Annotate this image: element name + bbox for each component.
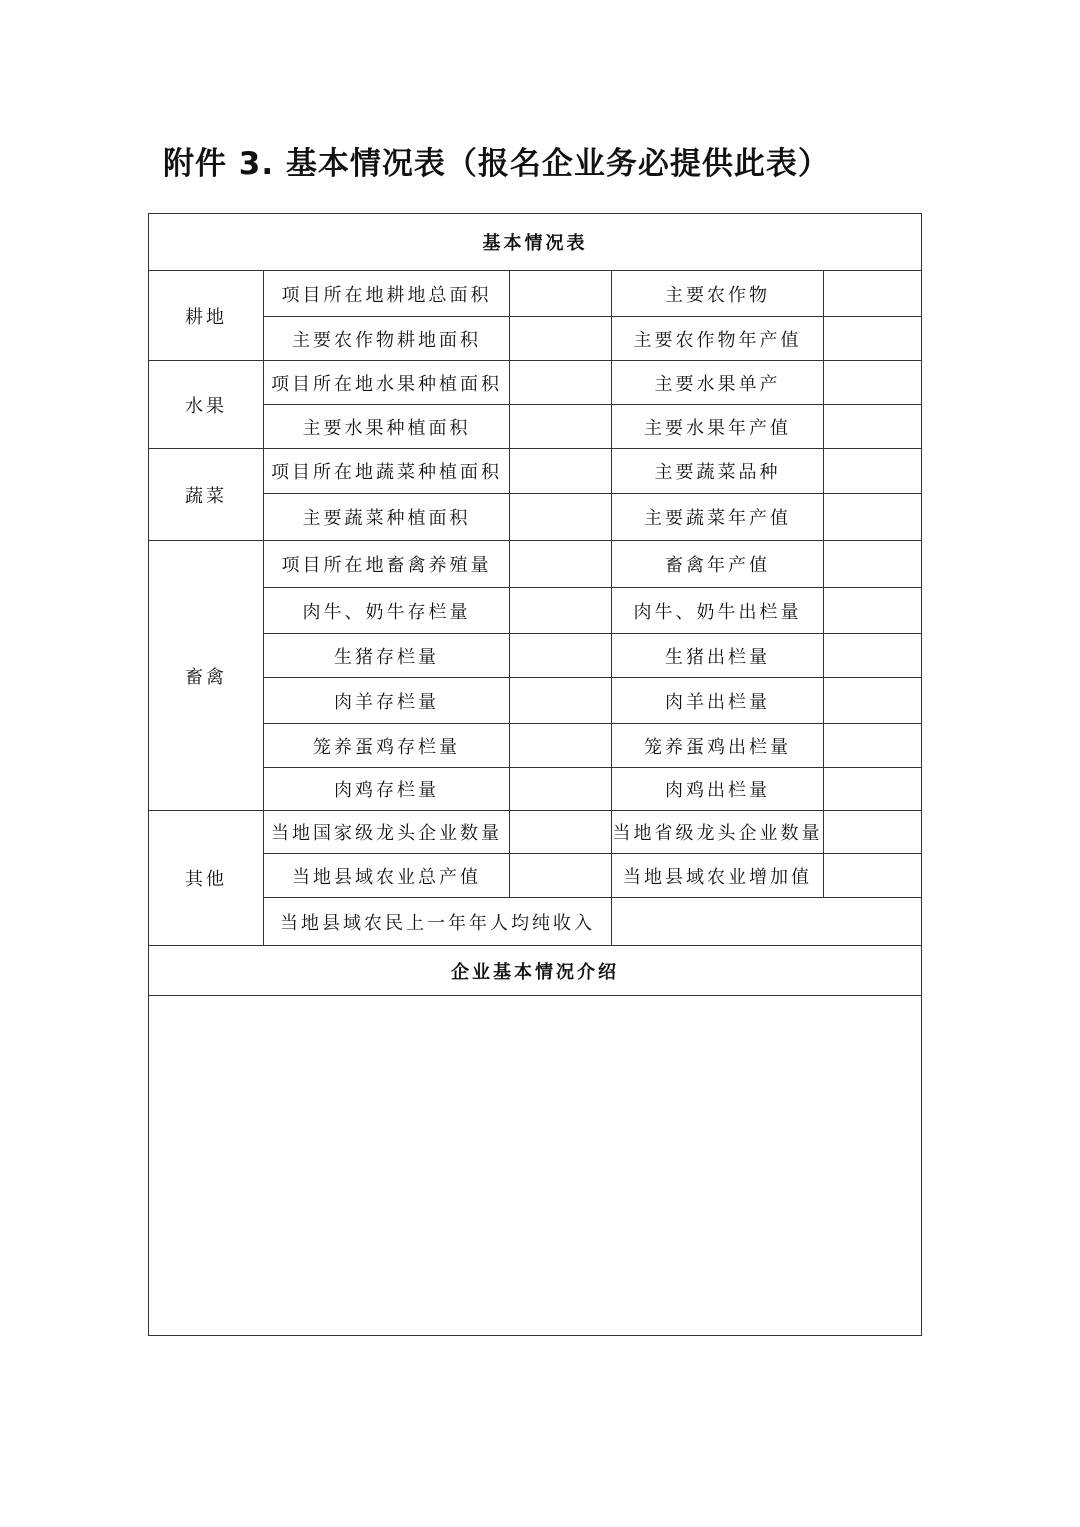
field-label: 主要水果种植面积 xyxy=(264,405,510,449)
field-value[interactable] xyxy=(612,898,922,946)
field-value[interactable] xyxy=(510,854,612,898)
field-value[interactable] xyxy=(824,405,922,449)
field-label: 笼养蛋鸡存栏量 xyxy=(264,724,510,768)
field-value[interactable] xyxy=(510,405,612,449)
field-label: 主要水果单产 xyxy=(612,361,824,405)
field-label: 主要蔬菜种植面积 xyxy=(264,494,510,541)
field-value[interactable] xyxy=(824,361,922,405)
field-label: 肉鸡出栏量 xyxy=(612,768,824,811)
field-label: 主要农作物耕地面积 xyxy=(264,317,510,361)
category-vegetable: 蔬菜 xyxy=(149,449,264,541)
field-value[interactable] xyxy=(824,634,922,678)
category-fruit: 水果 xyxy=(149,361,264,449)
field-value[interactable] xyxy=(824,271,922,317)
field-value[interactable] xyxy=(824,854,922,898)
field-value[interactable] xyxy=(510,588,612,634)
category-other: 其他 xyxy=(149,811,264,946)
field-value[interactable] xyxy=(824,588,922,634)
field-label: 当地县域农民上一年年人均纯收入 xyxy=(264,898,612,946)
field-value[interactable] xyxy=(824,724,922,768)
field-value[interactable] xyxy=(510,541,612,588)
field-label: 当地国家级龙头企业数量 xyxy=(264,811,510,854)
field-value[interactable] xyxy=(824,811,922,854)
field-label: 生猪存栏量 xyxy=(264,634,510,678)
field-label: 项目所在地蔬菜种植面积 xyxy=(264,449,510,494)
field-value[interactable] xyxy=(824,678,922,724)
field-label: 当地省级龙头企业数量 xyxy=(612,811,824,854)
field-value[interactable] xyxy=(824,449,922,494)
basic-info-table xyxy=(148,213,922,1336)
field-value[interactable] xyxy=(824,541,922,588)
field-label: 主要水果年产值 xyxy=(612,405,824,449)
field-label: 笼养蛋鸡出栏量 xyxy=(612,724,824,768)
field-value[interactable] xyxy=(510,361,612,405)
field-label: 项目所在地水果种植面积 xyxy=(264,361,510,405)
field-label: 主要蔬菜年产值 xyxy=(612,494,824,541)
field-value[interactable] xyxy=(510,724,612,768)
field-value[interactable] xyxy=(510,494,612,541)
field-label: 肉牛、奶牛出栏量 xyxy=(612,588,824,634)
field-value[interactable] xyxy=(824,768,922,811)
field-value[interactable] xyxy=(510,768,612,811)
field-label: 肉羊存栏量 xyxy=(264,678,510,724)
field-label: 主要农作物 xyxy=(612,271,824,317)
field-value[interactable] xyxy=(510,811,612,854)
category-livestock: 畜禽 xyxy=(149,541,264,811)
field-value[interactable] xyxy=(510,449,612,494)
field-value[interactable] xyxy=(510,678,612,724)
category-farmland: 耕地 xyxy=(149,271,264,361)
table-header: 基本情况表 xyxy=(149,214,922,271)
field-label: 项目所在地耕地总面积 xyxy=(264,271,510,317)
field-value[interactable] xyxy=(824,317,922,361)
field-label: 当地县域农业总产值 xyxy=(264,854,510,898)
field-value[interactable] xyxy=(824,494,922,541)
field-value[interactable] xyxy=(510,317,612,361)
field-value[interactable] xyxy=(510,271,612,317)
field-label: 主要蔬菜品种 xyxy=(612,449,824,494)
field-value[interactable] xyxy=(510,634,612,678)
intro-header: 企业基本情况介绍 xyxy=(149,946,922,996)
intro-text-area[interactable] xyxy=(149,996,922,1336)
field-label: 主要农作物年产值 xyxy=(612,317,824,361)
field-label: 当地县域农业增加值 xyxy=(612,854,824,898)
field-label: 畜禽年产值 xyxy=(612,541,824,588)
document-title: 附件 3. 基本情况表（报名企业务必提供此表） xyxy=(163,146,830,182)
field-label: 肉羊出栏量 xyxy=(612,678,824,724)
field-label: 肉鸡存栏量 xyxy=(264,768,510,811)
field-label: 项目所在地畜禽养殖量 xyxy=(264,541,510,588)
field-label: 肉牛、奶牛存栏量 xyxy=(264,588,510,634)
field-label: 生猪出栏量 xyxy=(612,634,824,678)
